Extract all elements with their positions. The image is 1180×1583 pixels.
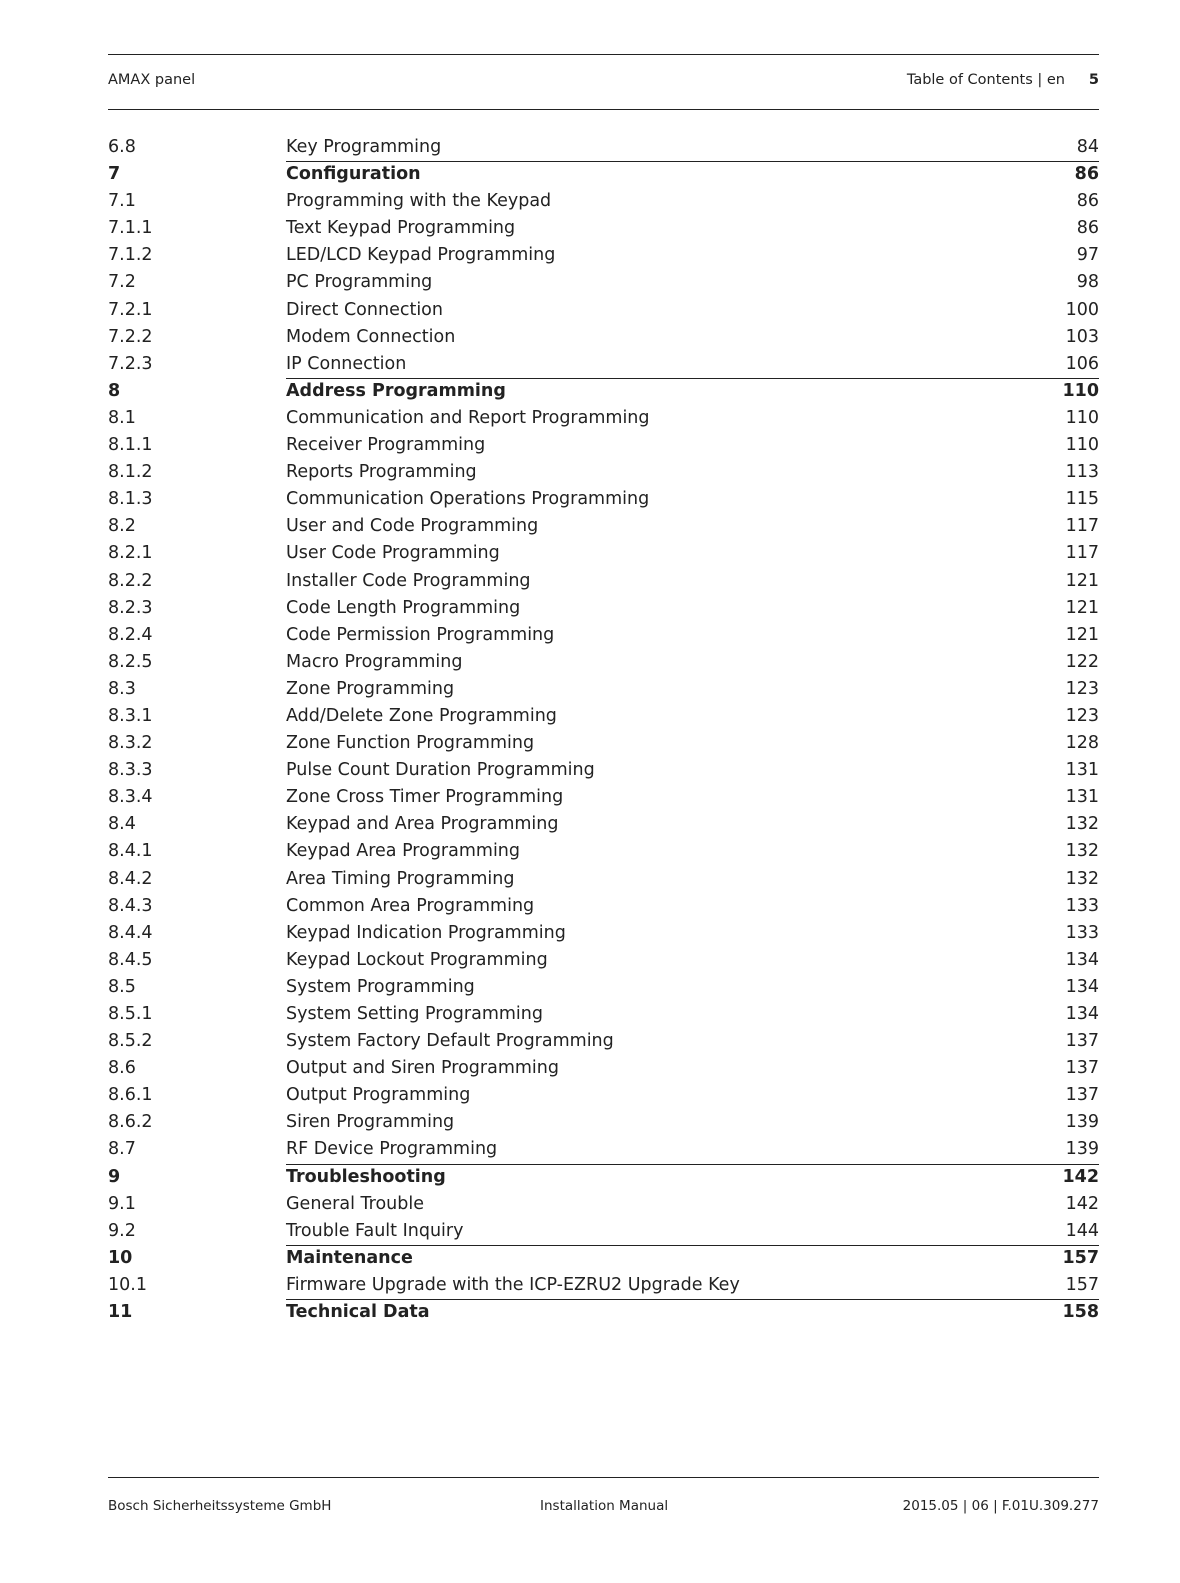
toc-entry[interactable] [108, 568, 1099, 595]
toc-section-number: 8.6.2 [108, 1112, 153, 1133]
toc-section-number: 8.2.3 [108, 597, 153, 618]
toc-page-number: 157 [1062, 1247, 1099, 1268]
toc-entry[interactable] [108, 324, 1099, 351]
toc-section-number: 7.1.1 [108, 218, 153, 239]
toc-entry[interactable] [108, 974, 1099, 1001]
toc-section-number: 8.2.4 [108, 624, 153, 645]
toc-entry[interactable] [108, 269, 1099, 296]
toc-section-title[interactable]: IP Connection [286, 353, 407, 374]
toc-section-title[interactable]: Configuration [286, 164, 421, 185]
toc-entry[interactable] [108, 1082, 1099, 1109]
toc-section-title[interactable]: Keypad Area Programming [286, 841, 521, 862]
toc-section-number: 7 [108, 164, 121, 185]
table-of-contents [108, 134, 1099, 1326]
toc-section-number: 9.1 [108, 1193, 136, 1214]
toc-entry[interactable] [108, 513, 1099, 540]
toc-section-title[interactable]: Programming with the Keypad [286, 191, 552, 212]
toc-entry[interactable] [108, 1218, 1099, 1245]
toc-section-title[interactable]: Communication and Report Programming [286, 407, 650, 428]
toc-section-title[interactable]: Code Permission Programming [286, 624, 555, 645]
toc-page-number: 98 [1076, 272, 1099, 293]
footer-company: Bosch Sicherheitssysteme GmbH [108, 1498, 332, 1514]
toc-page-number: 100 [1065, 299, 1099, 320]
toc-entry[interactable] [108, 188, 1099, 215]
toc-section-title[interactable]: Receiver Programming [286, 435, 486, 456]
toc-page-number: 110 [1062, 380, 1099, 401]
toc-section-number: 8.1.1 [108, 435, 153, 456]
toc-section-title[interactable]: Pulse Count Duration Programming [286, 760, 595, 781]
toc-entry[interactable] [108, 1001, 1099, 1028]
toc-page-number: 103 [1065, 326, 1099, 347]
toc-entry[interactable] [108, 757, 1099, 784]
toc-section-title[interactable]: LED/LCD Keypad Programming [286, 245, 556, 266]
toc-section-title[interactable]: Keypad and Area Programming [286, 814, 559, 835]
toc-section-number: 8.7 [108, 1139, 136, 1160]
toc-section-number: 8.2.2 [108, 570, 153, 591]
header-bottom-rule [108, 109, 1099, 110]
toc-section-number: 8.3 [108, 678, 136, 699]
toc-page-number: 137 [1065, 1058, 1099, 1079]
toc-section-title[interactable]: Troubleshooting [286, 1166, 446, 1187]
toc-entry[interactable] [108, 676, 1099, 703]
toc-page-number: 137 [1065, 1085, 1099, 1106]
header-top-rule [108, 54, 1099, 55]
toc-section-number: 8.1.2 [108, 462, 153, 483]
toc-section-number: 8.3.1 [108, 705, 153, 726]
toc-section-number: 7.1 [108, 191, 136, 212]
toc-entry[interactable] [108, 622, 1099, 649]
toc-page-number: 131 [1065, 787, 1099, 808]
toc-chapter-entry[interactable] [108, 1299, 1099, 1326]
toc-section-title[interactable]: Maintenance [286, 1247, 413, 1268]
toc-section-number: 7.2.2 [108, 326, 153, 347]
toc-page-number: 121 [1065, 570, 1099, 591]
toc-section-number: 11 [108, 1302, 133, 1323]
toc-entry[interactable] [108, 1191, 1099, 1218]
toc-entry[interactable] [108, 1028, 1099, 1055]
header-page-number: 5 [1088, 72, 1099, 88]
toc-entry[interactable] [108, 703, 1099, 730]
toc-section-title[interactable]: Key Programming [286, 137, 442, 157]
toc-entry[interactable] [108, 730, 1099, 757]
toc-section-number: 8.4.4 [108, 922, 153, 943]
toc-page-number: 134 [1065, 949, 1099, 970]
toc-section-number: 7.1.2 [108, 245, 153, 266]
toc-section-title[interactable]: Zone Function Programming [286, 733, 535, 754]
toc-page-number: 134 [1065, 976, 1099, 997]
header-document-title: AMAX panel [108, 72, 196, 88]
toc-section-number: 8.2.5 [108, 651, 153, 672]
toc-section-title[interactable]: Output Programming [286, 1085, 471, 1106]
toc-entry[interactable] [108, 215, 1099, 242]
toc-entry[interactable] [108, 134, 1099, 161]
toc-entry[interactable] [108, 649, 1099, 676]
toc-section-number: 8.4.3 [108, 895, 153, 916]
toc-section-number: 8.6.1 [108, 1085, 153, 1106]
toc-section-title[interactable]: Siren Programming [286, 1112, 455, 1133]
toc-section-number: 8 [108, 380, 121, 401]
header-section-label: Table of Contents | en [906, 72, 1065, 88]
toc-entry[interactable] [108, 1272, 1099, 1299]
toc-entry[interactable] [108, 947, 1099, 974]
toc-section-title[interactable]: Add/Delete Zone Programming [286, 705, 557, 726]
toc-page-number: 117 [1065, 516, 1099, 537]
toc-section-title[interactable]: Address Programming [286, 380, 506, 401]
toc-page-number: 123 [1065, 678, 1099, 699]
toc-section-title[interactable]: Technical Data [286, 1302, 430, 1323]
toc-section-title[interactable]: Direct Connection [286, 299, 443, 320]
toc-section-number: 8.2 [108, 516, 136, 537]
toc-page-number: 142 [1062, 1166, 1099, 1187]
toc-page-number: 133 [1065, 922, 1099, 943]
toc-entry[interactable] [108, 595, 1099, 622]
toc-section-number: 8.4.1 [108, 841, 153, 862]
toc-entry[interactable] [108, 811, 1099, 838]
toc-page-number: 139 [1065, 1112, 1099, 1133]
toc-section-title[interactable]: Macro Programming [286, 651, 463, 672]
toc-section-title[interactable]: System Setting Programming [286, 1004, 543, 1024]
toc-section-number: 8.4.2 [108, 868, 153, 889]
toc-page-number: 132 [1065, 814, 1099, 835]
footer-doc-number: 2015.05 | 06 | F.01U.309.277 [902, 1498, 1099, 1514]
toc-page-number: 158 [1062, 1302, 1099, 1323]
toc-entry[interactable] [108, 459, 1099, 486]
toc-page-number: 132 [1065, 868, 1099, 889]
footer-rule [108, 1477, 1099, 1478]
toc-section-title[interactable]: Firmware Upgrade with the ICP-EZRU2 Upgrade Key [286, 1274, 740, 1295]
toc-page-number: 121 [1065, 597, 1099, 618]
toc-section-number: 7.2 [108, 272, 136, 293]
toc-section-number: 8.3.2 [108, 733, 153, 754]
toc-page-number: 121 [1065, 624, 1099, 645]
toc-page-number: 86 [1074, 164, 1099, 185]
toc-section-title[interactable]: User Code Programming [286, 543, 500, 564]
toc-section-title[interactable]: System Programming [286, 976, 475, 997]
toc-page-number: 132 [1065, 841, 1099, 862]
toc-section-title[interactable]: Text Keypad Programming [286, 218, 516, 239]
toc-section-title[interactable]: Modem Connection [286, 326, 456, 347]
toc-section-title[interactable]: Zone Programming [286, 678, 455, 699]
footer-manual-type: Installation Manual [540, 1498, 669, 1514]
toc-section-title[interactable]: Common Area Programming [286, 895, 535, 916]
toc-section-number: 6.8 [108, 137, 136, 157]
toc-section-title[interactable]: Keypad Lockout Programming [286, 949, 548, 970]
toc-page-number: 134 [1065, 1004, 1099, 1024]
toc-section-title[interactable]: Communication Operations Programming [286, 489, 650, 510]
toc-page-number: 117 [1065, 543, 1099, 564]
toc-entry[interactable] [108, 405, 1099, 432]
toc-section-number: 9.2 [108, 1220, 136, 1241]
toc-section-number: 8.1 [108, 407, 136, 428]
toc-section-title[interactable]: PC Programming [286, 272, 433, 293]
toc-section-title[interactable]: RF Device Programming [286, 1139, 498, 1160]
toc-section-title[interactable]: Keypad Indication Programming [286, 922, 566, 943]
toc-entry[interactable] [108, 1055, 1099, 1082]
toc-page-number: 144 [1065, 1220, 1099, 1241]
toc-section-title[interactable]: Reports Programming [286, 462, 477, 483]
toc-entry[interactable] [108, 242, 1099, 269]
toc-section-number: 10.1 [108, 1274, 147, 1295]
toc-entry[interactable] [108, 784, 1099, 811]
toc-page-number: 97 [1076, 245, 1099, 266]
toc-section-number: 9 [108, 1166, 121, 1187]
toc-entry[interactable] [108, 866, 1099, 893]
toc-page-number: 157 [1065, 1274, 1099, 1295]
toc-entry[interactable] [108, 432, 1099, 459]
toc-page-number: 106 [1065, 353, 1099, 374]
toc-section-title[interactable]: Trouble Fault Inquiry [286, 1220, 464, 1241]
toc-section-title[interactable]: System Factory Default Programming [286, 1031, 614, 1052]
toc-entry[interactable] [108, 297, 1099, 324]
toc-page-number: 115 [1065, 489, 1099, 510]
toc-chapter-entry[interactable] [108, 1245, 1099, 1272]
toc-section-number: 8.3.3 [108, 760, 153, 781]
toc-section-number: 8.5.2 [108, 1031, 153, 1052]
toc-entry[interactable] [108, 838, 1099, 865]
toc-section-title[interactable]: Code Length Programming [286, 597, 521, 618]
toc-page-number: 113 [1065, 462, 1099, 483]
toc-entry[interactable] [108, 351, 1099, 378]
toc-chapter-entry[interactable] [108, 161, 1099, 188]
toc-section-title[interactable]: Zone Cross Timer Programming [286, 787, 564, 808]
toc-page-number: 122 [1065, 651, 1099, 672]
header-section [907, 72, 1099, 88]
toc-entry[interactable] [108, 893, 1099, 920]
toc-section-number: 8.4.5 [108, 949, 153, 970]
toc-section-number: 8.5 [108, 976, 136, 997]
toc-section-title[interactable]: User and Code Programming [286, 516, 539, 537]
toc-section-title[interactable]: Area Timing Programming [286, 868, 515, 889]
toc-entry[interactable] [108, 1136, 1099, 1163]
toc-page-number: 142 [1065, 1193, 1099, 1214]
toc-entry[interactable] [108, 1109, 1099, 1136]
toc-section-number: 7.2.1 [108, 299, 153, 320]
toc-section-number: 7.2.3 [108, 353, 153, 374]
toc-entry[interactable] [108, 920, 1099, 947]
toc-entry[interactable] [108, 540, 1099, 567]
toc-section-number: 8.3.4 [108, 787, 153, 808]
toc-page-number: 110 [1065, 407, 1099, 428]
toc-section-number: 8.4 [108, 814, 136, 835]
toc-section-title[interactable]: General Trouble [286, 1193, 424, 1214]
toc-page-number: 110 [1065, 435, 1099, 456]
toc-section-number: 8.1.3 [108, 489, 153, 510]
toc-page-number: 131 [1065, 760, 1099, 781]
toc-chapter-entry[interactable] [108, 378, 1099, 405]
toc-section-number: 10 [108, 1247, 133, 1268]
toc-page-number: 128 [1065, 733, 1099, 754]
toc-section-number: 8.5.1 [108, 1004, 153, 1024]
toc-chapter-entry[interactable] [108, 1164, 1099, 1191]
toc-section-title[interactable]: Installer Code Programming [286, 570, 531, 591]
toc-page-number: 123 [1065, 705, 1099, 726]
toc-page-number: 137 [1065, 1031, 1099, 1052]
toc-entry[interactable] [108, 486, 1099, 513]
toc-page-number: 84 [1076, 137, 1099, 157]
toc-section-number: 8.2.1 [108, 543, 153, 564]
toc-page-number: 133 [1065, 895, 1099, 916]
toc-page-number: 86 [1076, 218, 1099, 239]
toc-section-title[interactable]: Output and Siren Programming [286, 1058, 559, 1079]
toc-section-number: 8.6 [108, 1058, 136, 1079]
toc-page-number: 86 [1076, 191, 1099, 212]
toc-page-number: 139 [1065, 1139, 1099, 1160]
